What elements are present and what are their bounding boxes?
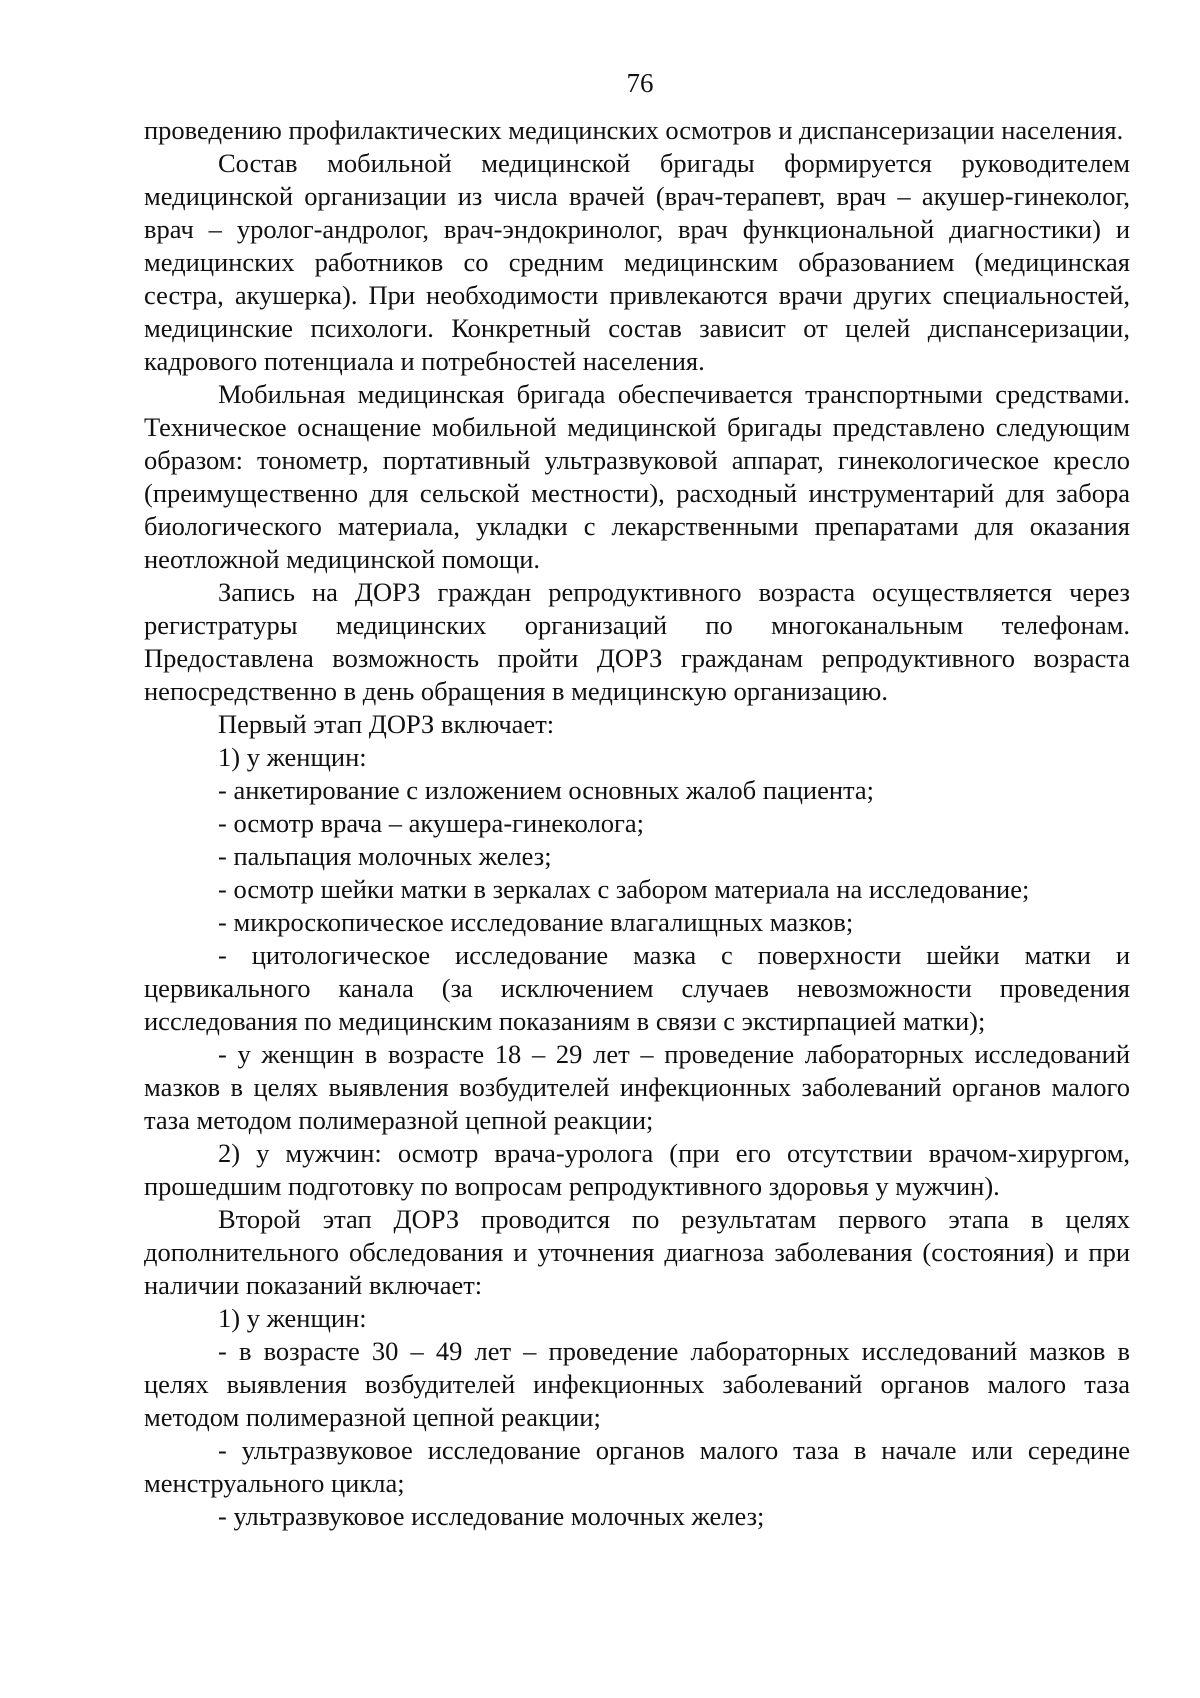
list-item-women: 1) у женщин: xyxy=(218,1303,367,1333)
list-item-women: 1) у женщин: xyxy=(218,742,367,772)
list-item: - ультразвуковое исследование молочных желез; xyxy=(218,1501,765,1531)
list-item: - анкетирование с изложением основных жалоб пациента; xyxy=(218,775,875,805)
paragraph-second-stage: Второй этап ДОРЗ проводится по результатам первого этапа в целях дополнительного обследования и уточнения диагноза заболевания (состояния) и при наличии показаний включает: xyxy=(144,1204,1130,1300)
paragraph-continuation: проведению профилактических медицинских осмотров и диспансеризации населения. xyxy=(144,115,1124,145)
list-item: - пальпация молочных желез; xyxy=(218,841,552,871)
list-item: - у женщин в возрасте 18 – 29 лет – проведение лабораторных исследований мазков в целях выявления возбудителей инфекционных заболеваний органов малого таза методом полимеразной цепной реакции; xyxy=(144,1039,1130,1135)
document-body xyxy=(144,114,1130,1533)
list-item: - микроскопическое исследование влагалищных мазков; xyxy=(218,907,854,937)
paragraph-registration: Запись на ДОРЗ граждан репродуктивного возраста осуществляется через регистратуры медицинских организаций по многоканальным телефонам. Предоставлена возможность пройти ДОРЗ гражданам репродуктивного возраста непосредственно в день обращения в медицинскую организацию. xyxy=(144,577,1130,706)
list-item: - ультразвуковое исследование органов малого таза в начале или середине менструального цикла; xyxy=(144,1435,1130,1498)
list-item-men: 2) у мужчин: осмотр врача-уролога (при его отсутствии врачом-хирургом, прошедшим подготовку по вопросам репродуктивного здоровья у мужчин). xyxy=(144,1138,1130,1201)
list-item: - цитологическое исследование мазка с поверхности шейки матки и цервикального канала (за исключением случаев невозможности проведения исследования по медицинским показаниям в связи с экстирпацией матки); xyxy=(144,940,1130,1036)
page-number: 76 xyxy=(626,68,654,98)
list-item: - осмотр шейки матки в зеркалах с забором материала на исследование; xyxy=(218,874,1030,904)
paragraph-brigade-equipment: Мобильная медицинская бригада обеспечивается транспортными средствами. Техническое оснащение мобильной медицинской бригады представлено следующим образом: тонометр, портативный ультразвуковой аппарат, гинекологическое кресло (преимущественно для сельской местности), расходный инструментарий для забора биологического материала, укладки с лекарственными препаратами для оказания неотложной медицинской помощи. xyxy=(144,379,1130,574)
list-item: - осмотр врача – акушера-гинеколога; xyxy=(218,808,645,838)
paragraph-first-stage-heading: Первый этап ДОРЗ включает: xyxy=(218,709,555,739)
list-item: - в возрасте 30 – 49 лет – проведение лабораторных исследований мазков в целях выявления возбудителей инфекционных заболеваний органов малого таза методом полимеразной цепной реакции; xyxy=(144,1336,1130,1432)
paragraph-brigade-composition: Состав мобильной медицинской бригады формируется руководителем медицинской организации из числа врачей (врач-терапевт, врач – акушер-гинеколог, врач – уролог-андролог, врач-эндокринолог, врач функциональной диагностики) и медицинских работников со средним медицинским образованием (медицинская сестра, акушерка). При необходимости привлекаются врачи других специальностей, медицинские психологи. Конкретный состав зависит от целей диспансеризации, кадрового потенциала и потребностей населения. xyxy=(144,148,1130,376)
